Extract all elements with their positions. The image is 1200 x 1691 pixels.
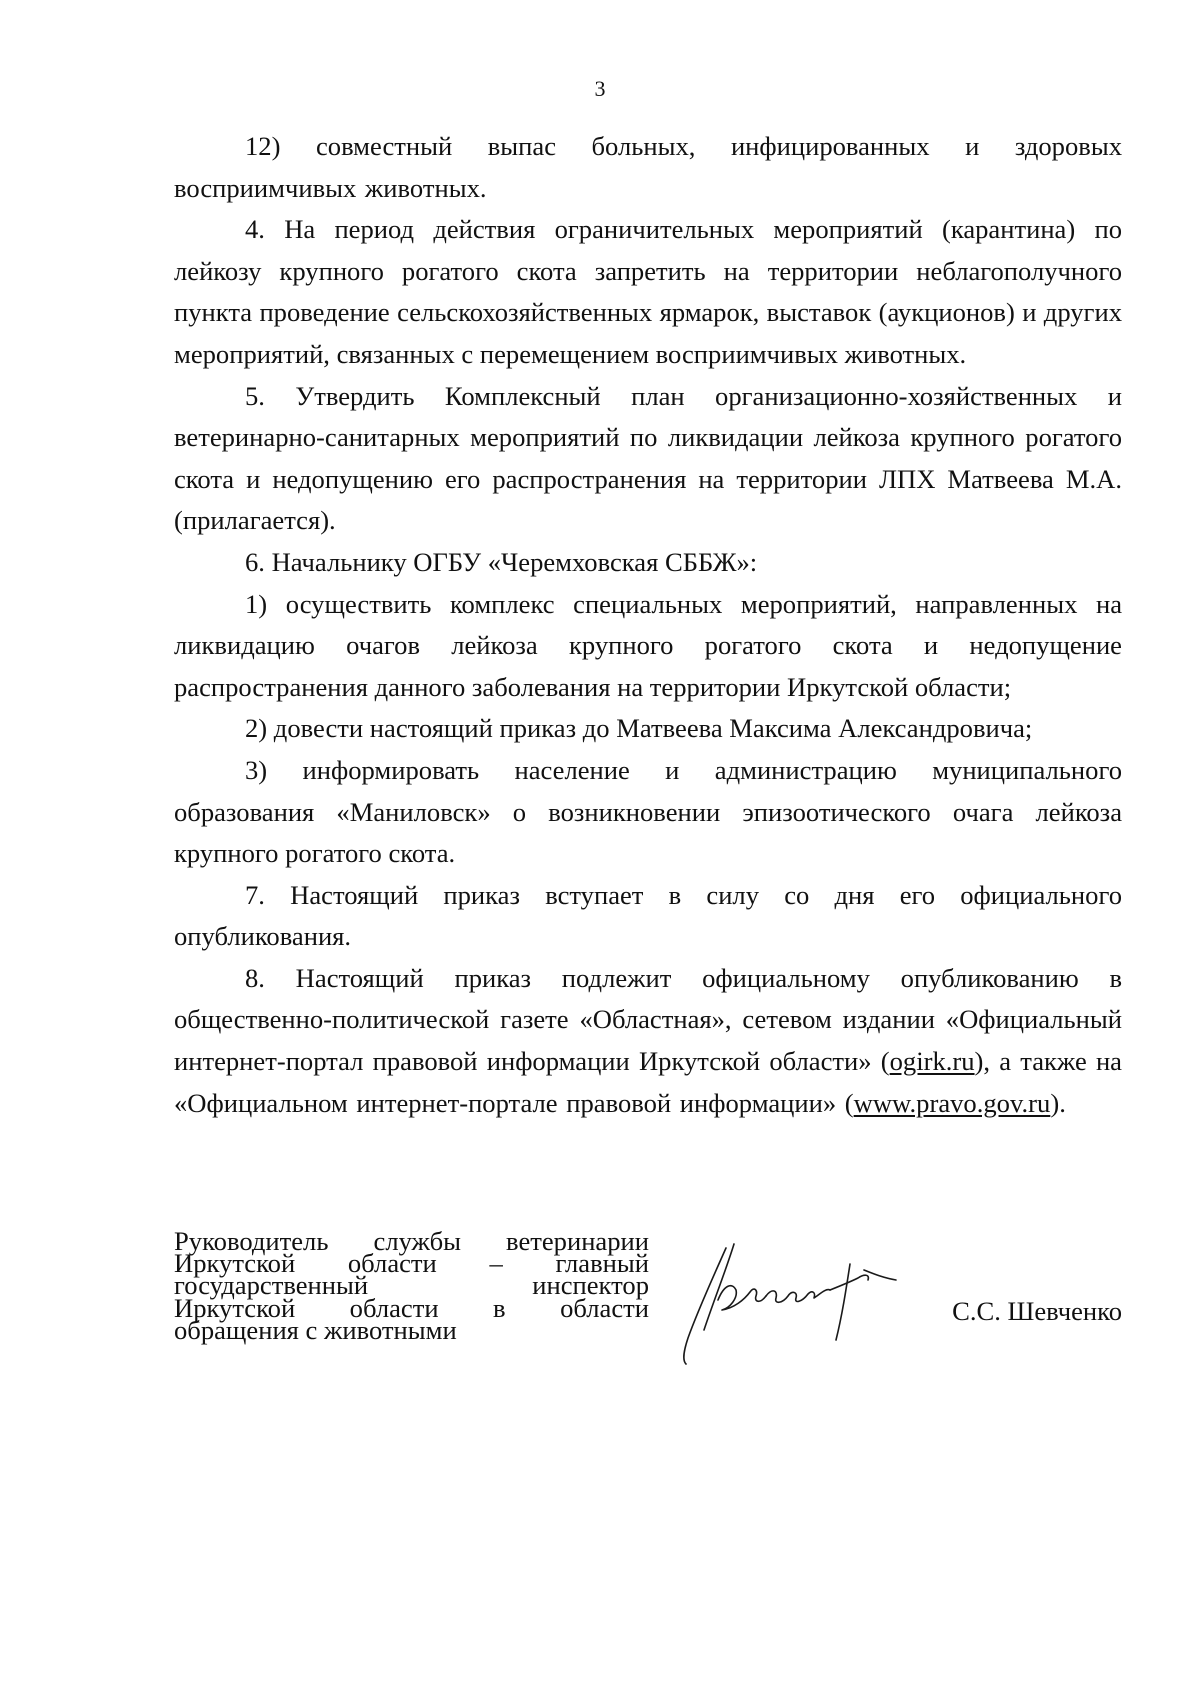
paragraph-8-text-middle: ), а также на «Официальном интернет-портале правовой информации» ( [174, 1046, 1122, 1118]
signatory-title-line: обращения с животными [174, 1314, 457, 1345]
paragraph-6-2: 2) довести настоящий приказ до Матвеева Максима Александровича; [245, 713, 1033, 744]
signatory-title-line: Руководитель службы ветеринарии [174, 1226, 649, 1256]
signatory-title-line: Иркутской области в области [174, 1292, 649, 1323]
paragraph-8 [174, 958, 1122, 1124]
paragraph-6: 6. Начальнику ОГБУ «Черемховская СББЖ»: [245, 546, 758, 577]
paragraph-8-text-before: 8. Настоящий приказ подлежит официальному опубликованию в общественно-политической газете «Областная», сетевом издании «Официальный интернет-портал правовой информации Иркутской области» ( [174, 962, 1122, 1077]
ogirk-link[interactable]: ogirk.ru [889, 1046, 975, 1077]
signature-block [174, 1226, 1122, 1370]
paragraph-7: 7. Настоящий приказ вступает в силу со дня его официального опубликования. [174, 879, 1122, 952]
paragraph-12: 12) совместный выпас больных, инфицированных и здоровых восприимчивых животных. [174, 131, 1122, 203]
paragraph-5: 5. Утвердить Комплексный план организационно-хозяйственных и ветеринарно-санитарных мероприятий по ликвидации лейкоза крупного рогатого скота и недопущению его распространения на территории ЛПХ Матвеева М.А. (прилагается). [174, 380, 1122, 536]
handwritten-signature [674, 1230, 904, 1370]
signatory-title-line: Иркутской области – главный [174, 1248, 649, 1279]
paragraph-4: 4. На период действия ограничительных мероприятий (карантина) по лейкозу крупного рогатого скота запретить на территории неблагополучного пункта проведение сельскохозяйственных ярмарок, выставок (аукционов) и других мероприятий, связанных с перемещением восприимчивых животных. [174, 214, 1122, 369]
paragraph-6-1: 1) осуществить комплекс специальных мероприятий, направленных на ликвидацию очагов лейкоза крупного рогатого скота и недопущение распространения данного заболевания на территории Иркутской области; [174, 588, 1122, 702]
pravo-link[interactable]: www.pravo.gov.ru [853, 1087, 1051, 1118]
signatory-name: С.С. Шевченко [952, 1296, 1122, 1326]
paragraph-6-3: 3) информировать население и администрацию муниципального образования «Маниловск» о возникновении эпизоотического очага лейкоза крупного рогатого скота. [174, 754, 1122, 869]
signatory-title-line: государственный инспектор [174, 1270, 649, 1301]
document-body [174, 126, 1122, 1124]
paragraph-8-text-after: ). [1050, 1087, 1066, 1118]
page-number: 3 [594, 76, 606, 101]
signatory-title [174, 1226, 649, 1345]
